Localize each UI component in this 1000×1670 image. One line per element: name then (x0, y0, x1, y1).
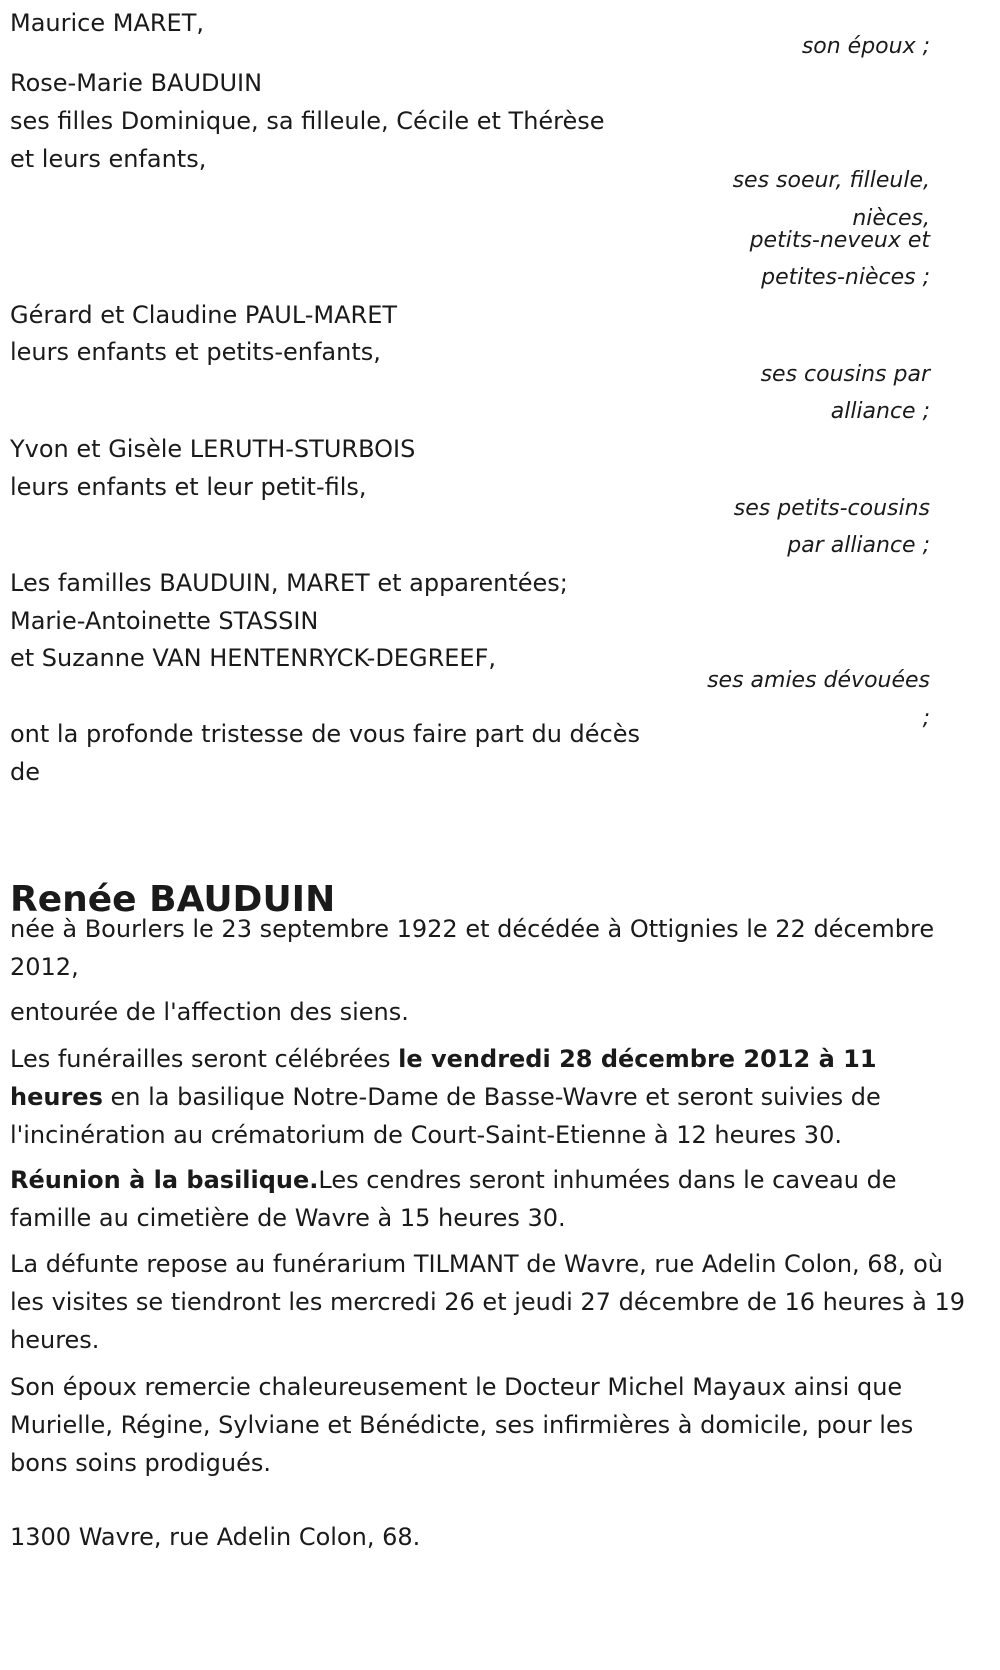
family-line: Les familles BAUDUIN, MARET et apparentées; (10, 569, 568, 597)
reunion-paragraph (10, 1161, 970, 1237)
relation-label: ses soeur, filleule, (732, 168, 930, 193)
funeral-suffix: en la basilique Notre-Dame de Basse-Wavre et seront suivies de l'incinération au crématorium de Court-Saint-Etienne à 12 heures 30. (10, 1083, 881, 1149)
family-line: Marie-Antoinette STASSIN (10, 607, 319, 635)
announcement-line: de (10, 758, 40, 786)
family-line: Gérard et Claudine PAUL-MARET (10, 301, 398, 329)
family-line: et leurs enfants, (10, 145, 207, 173)
family-line: ses filles Dominique, sa filleule, Cécile et Thérèse (10, 107, 605, 135)
family-line: Rose-Marie BAUDUIN (10, 69, 263, 97)
relation-label: nièces, (852, 206, 930, 231)
thanks-paragraph: Son époux remercie chaleureusement le Docteur Michel Mayaux ainsi que Murielle, Régine, Sylviane et Bénédicte, ses infirmières à domicile, pour les bons soins prodigués. (10, 1373, 914, 1477)
funeral-paragraph (10, 1040, 970, 1154)
relation-label: petites-nièces ; (761, 265, 930, 290)
relation-label: ses cousins par (760, 362, 930, 387)
relation-label: ses petits-cousins (733, 496, 930, 521)
family-line: leurs enfants et leur petit-fils, (10, 473, 367, 501)
funeral-prefix: Les funérailles seront célébrées (10, 1045, 399, 1073)
deceased-name: Renée BAUDUIN (10, 879, 336, 920)
relation-label: alliance ; (830, 399, 930, 424)
announcement-line: ont la profonde tristesse de vous faire part du décès (10, 720, 640, 748)
address: 1300 Wavre, rue Adelin Colon, 68. (10, 1523, 421, 1551)
funeral-date: le vendredi 28 décembre 2012 à 11 heures (10, 1045, 877, 1111)
repose-paragraph: La défunte repose au funérarium TILMANT de Wavre, rue Adelin Colon, 68, où les visites se tiendront les mercredi 26 et jeudi 27 décembre de 16 heures à 19 heures. (10, 1250, 965, 1354)
family-line: Yvon et Gisèle LERUTH-STURBOIS (10, 435, 416, 463)
reunion-bold: Réunion à la basilique. (10, 1166, 319, 1194)
relation-label: ses amies dévouées (707, 668, 930, 693)
family-line: leurs enfants et petits-enfants, (10, 338, 381, 366)
reunion-text: Les cendres seront inhumées dans le caveau de famille au cimetière de Wavre à 15 heures 30. (10, 1166, 897, 1232)
affection-paragraph: entourée de l'affection des siens. (10, 998, 409, 1026)
relation-label: son époux ; (801, 34, 930, 59)
family-line: et Suzanne VAN HENTENRYCK-DEGREEF, (10, 644, 496, 672)
relation-label: ; (922, 706, 930, 731)
relation-label: petits-neveux et (749, 228, 930, 253)
family-line: Maurice MARET, (10, 9, 205, 37)
birth-death-paragraph: née à Bourlers le 23 septembre 1922 et décédée à Ottignies le 22 décembre 2012, (10, 915, 935, 981)
relation-label: par alliance ; (787, 533, 930, 558)
